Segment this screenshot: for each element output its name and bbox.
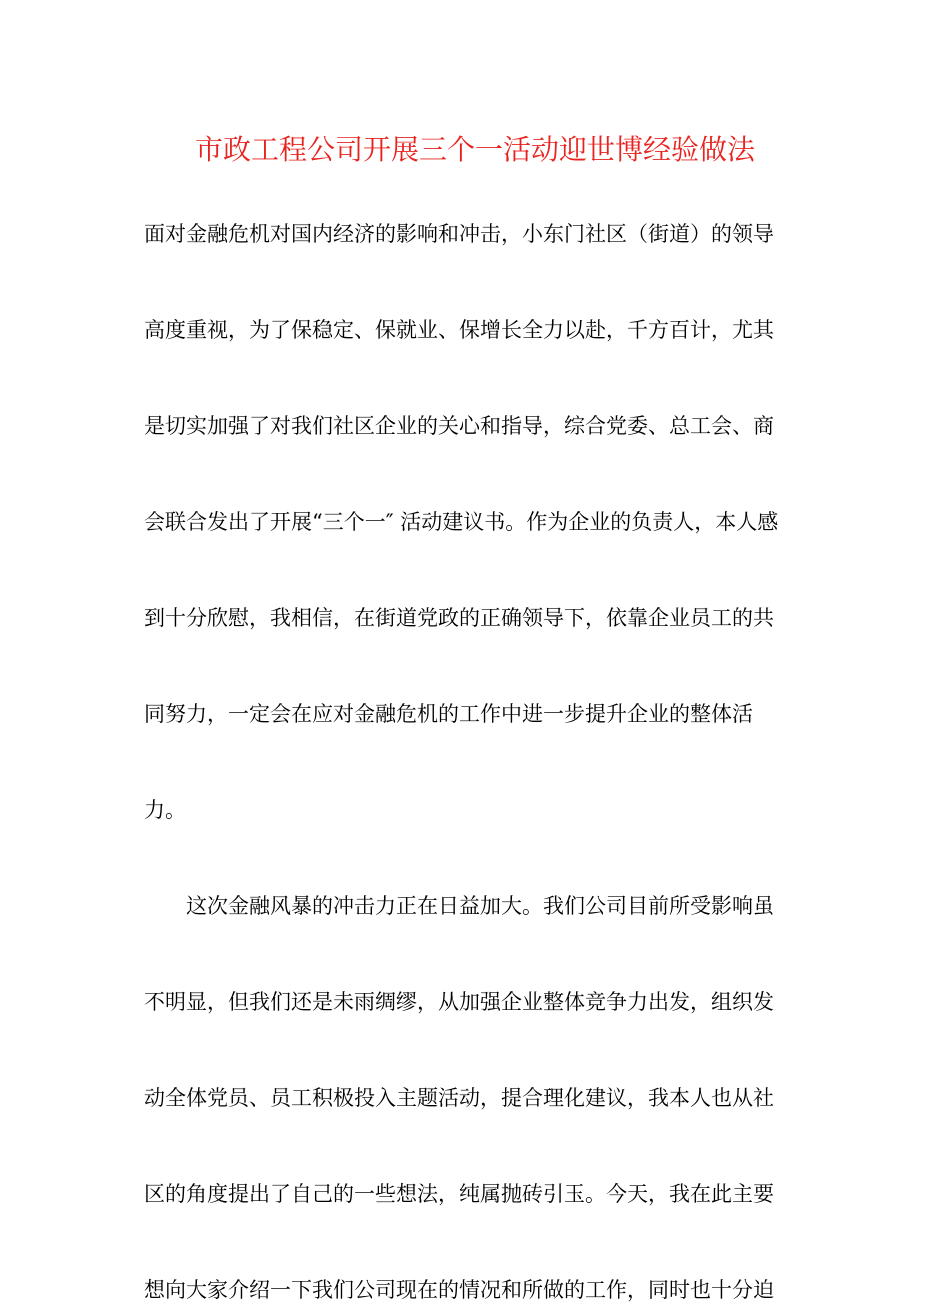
body-line-10: 动全体党员、员工积极投入主题活动，提合理化建议，我本人也从社 [144, 1086, 774, 1110]
body-line-9: 不明显，但我们还是未雨绸缪，从加强企业整体竞争力出发，组织发 [144, 990, 774, 1014]
body-line-7: 力。 [144, 798, 186, 822]
body-line-12: 想向大家介绍一下我们公司现在的情况和所做的工作，同时也十分迫 [144, 1278, 774, 1302]
body-line-6: 同努力，一定会在应对金融危机的工作中进一步提升企业的整体活 [144, 702, 753, 726]
body-line-3: 是切实加强了对我们社区企业的关心和指导，综合党委、总工会、商 [144, 414, 774, 438]
body-line-11: 区的角度提出了自己的一些想法，纯属抛砖引玉。今天，我在此主要 [144, 1182, 774, 1206]
body-line-2: 高度重视，为了保稳定、保就业、保增长全力以赴，千方百计，尤其 [144, 318, 774, 342]
body-line-8: 这次金融风暴的冲击力正在日益加大。我们公司目前所受影响虽 [186, 894, 774, 918]
document-title: 市政工程公司开展三个一活动迎世博经验做法 [194, 133, 755, 166]
document-body [144, 210, 810, 1315]
body-line-5: 到十分欣慰，我相信，在街道党政的正确领导下，依靠企业员工的共 [144, 606, 774, 630]
body-line-4: 会联合发出了开展“三个一″ 活动建议书。作为企业的负责人，本人感 [144, 510, 779, 534]
body-line-1: 面对金融危机对国内经济的影响和冲击，小东门社区（街道）的领导 [144, 222, 774, 246]
